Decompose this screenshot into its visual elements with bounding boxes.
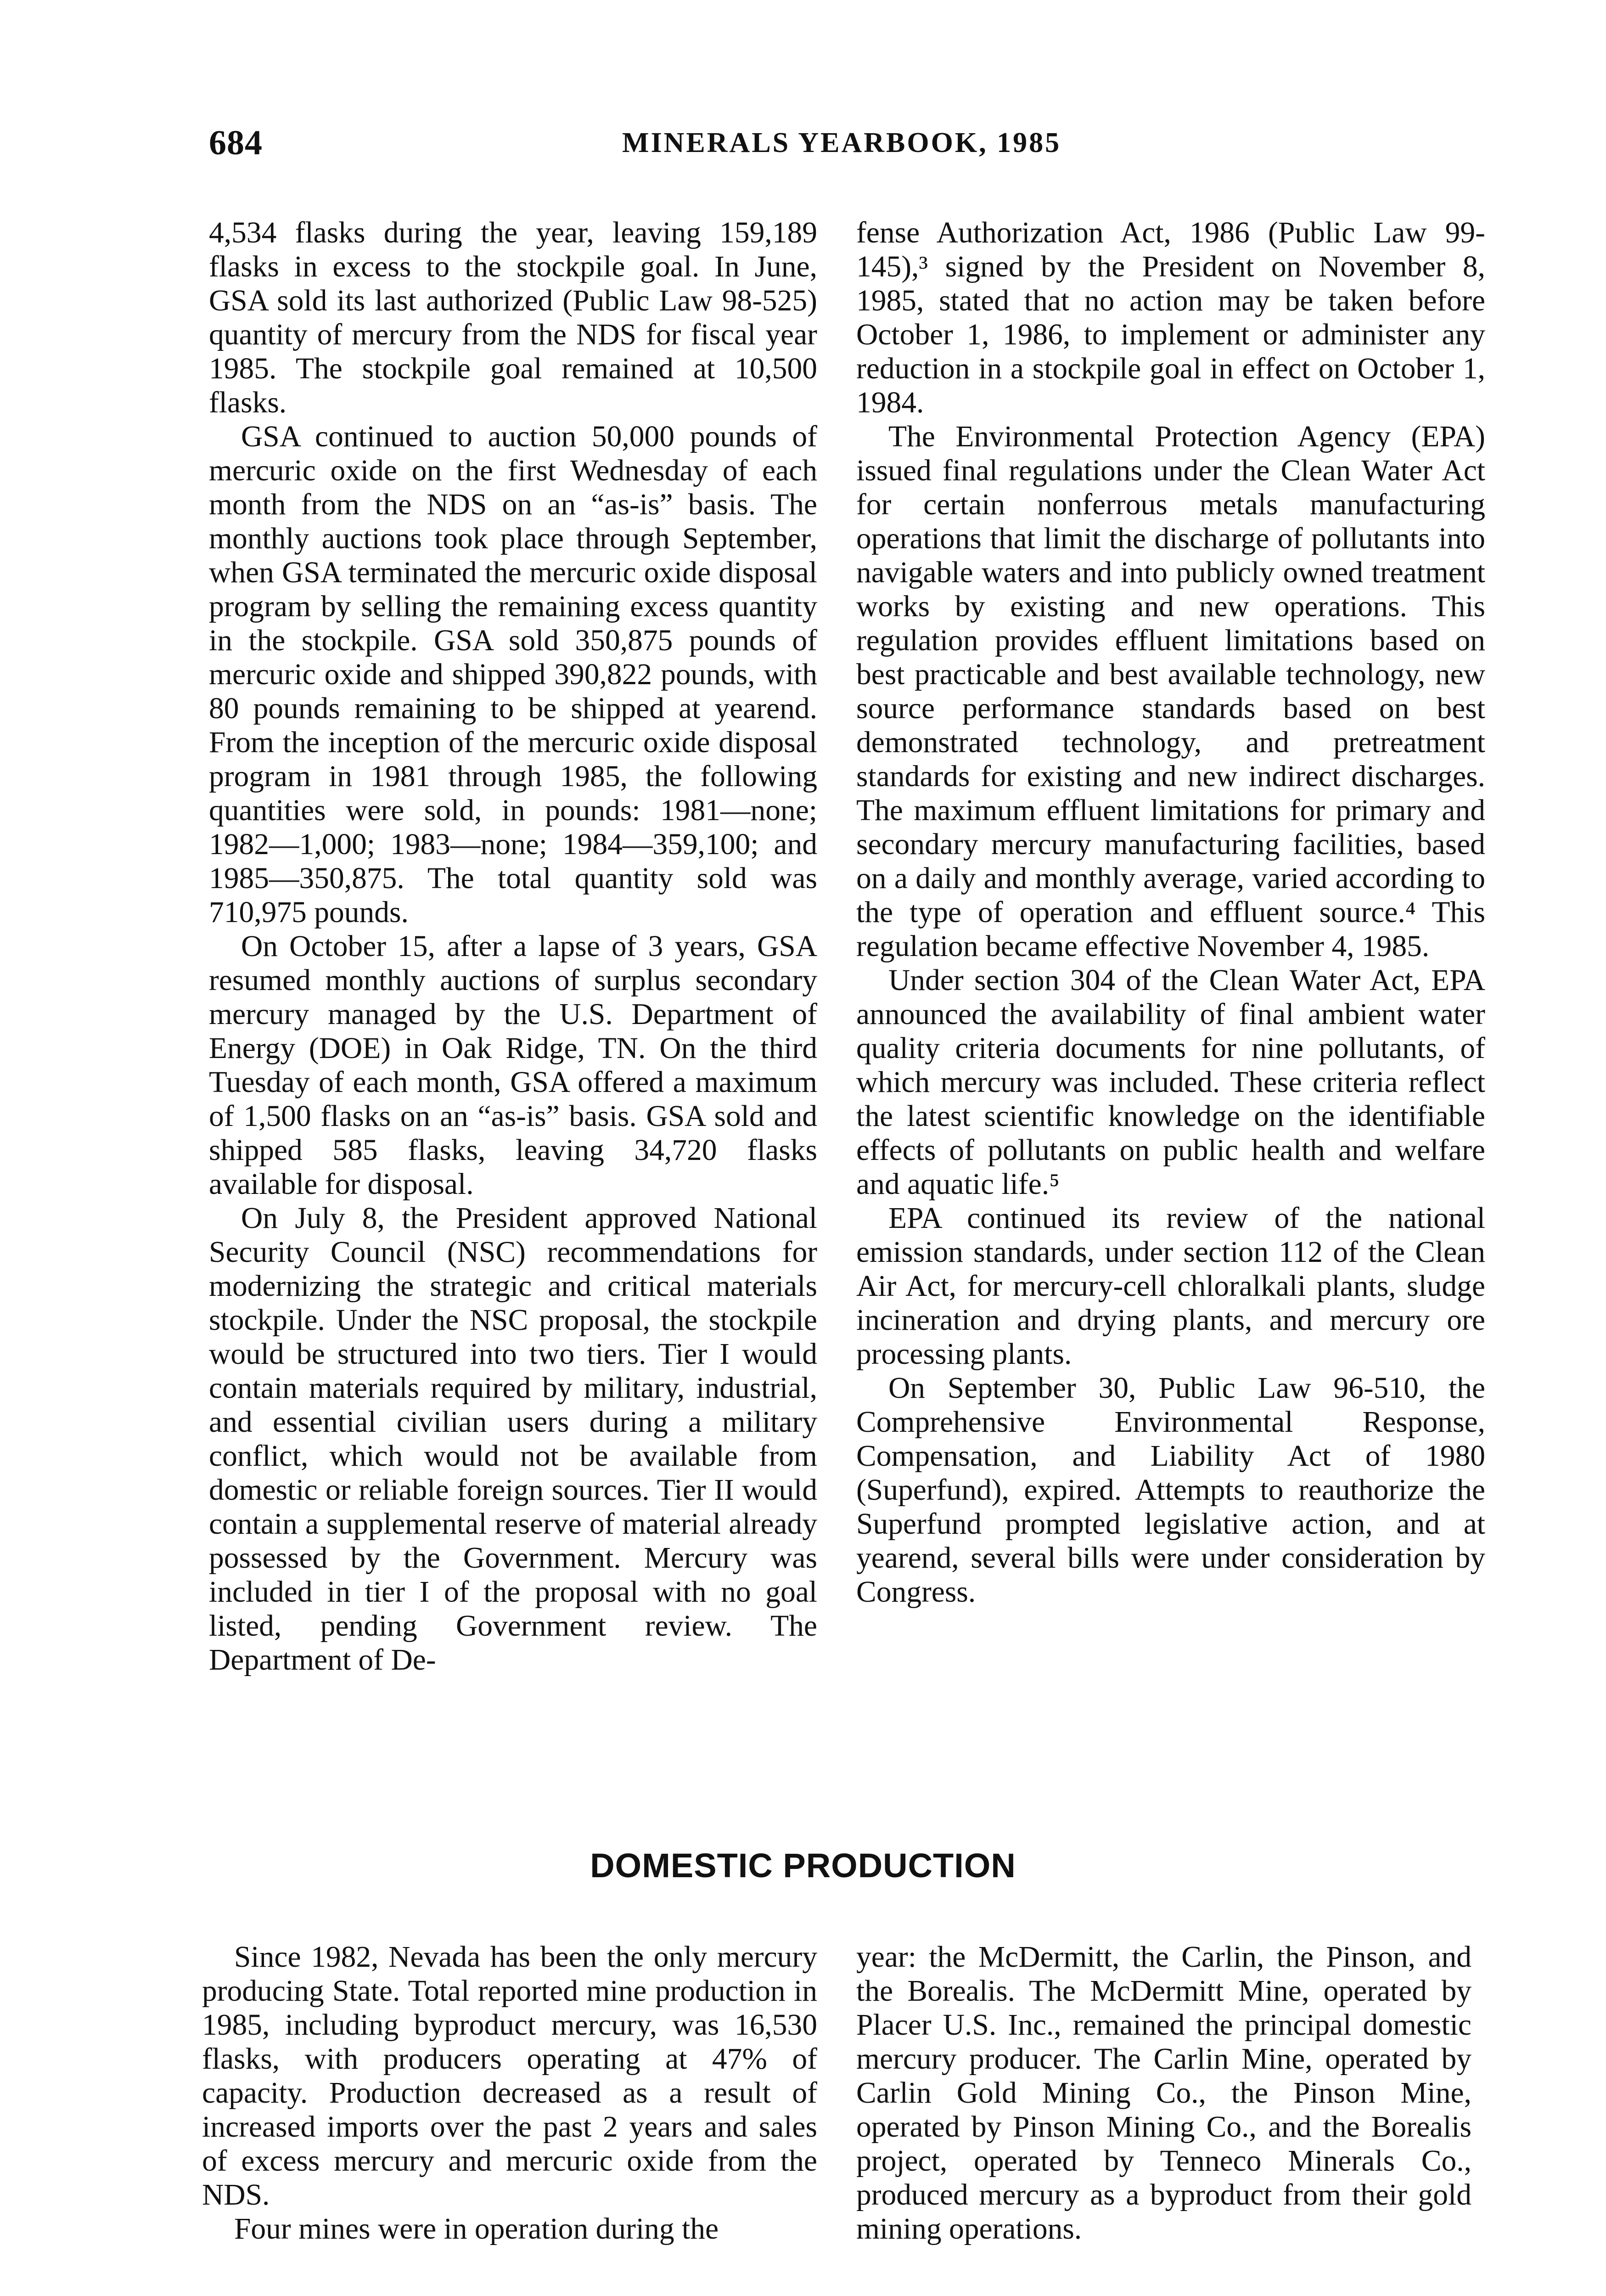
section-heading: DOMESTIC PRODUCTION [590, 1846, 1016, 1885]
page-number: 684 [209, 124, 263, 162]
running-title: MINERALS YEARBOOK, 1985 [622, 127, 1061, 158]
paragraph: Four mines were in operation during the [234, 2212, 719, 2245]
page-header [209, 123, 1536, 174]
paragraph: fense Authorization Act, 1986 (Public Law 99-145),³ signed by the President on November 8, 1985, stated that no action may be taken before October 1, 1986, to implement or administer any reduction in a stockpile goal in effect on October 1, 1984. [856, 216, 1485, 419]
column-bottom-left [202, 1940, 817, 2246]
paragraph: year: the McDermitt, the Carlin, the Pinson, and the Borealis. The McDermitt Mine, operated by Placer U.S. Inc., remained the principal domestic mercury producer. The Carlin Mine, operated by Carlin Gold Mining Co., the Pinson Mine, operated by Pinson Mining Co., and the Borealis project, operated by Tenneco Minerals Co., produced mercury as a byproduct from their gold mining operations. [856, 1941, 1471, 2245]
paragraph: On October 15, after a lapse of 3 years, GSA resumed monthly auctions of surplus secondary mercury managed by the U.S. Department of Energy (DOE) in Oak Ridge, TN. On the third Tuesday of each month, GSA offered a maximum of 1,500 flasks on an “as-is” basis. GSA sold and shipped 585 flasks, leaving 34,720 flasks available for disposal. [209, 930, 817, 1201]
paragraph: Under section 304 of the Clean Water Act, EPA announced the availability of final ambient water quality criteria documents for nine pollutants, of which mercury was included. These criteria reflect the latest scientific knowledge on the identifiable effects of pollutants on public health and welfare and aquatic life.⁵ [856, 964, 1485, 1201]
column-top-left [209, 216, 817, 1677]
paragraph: On July 8, the President approved National Security Council (NSC) recommendations for modernizing the strategic and critical materials stockpile. Under the NSC proposal, the stockpile would be structured into two tiers. Tier I would contain materials required by military, industrial, and essential civilian users during a military conflict, which would not be available from domestic or reliable foreign sources. Tier II would contain a supplemental reserve of material already possessed by the Government. Mercury was included in tier I of the proposal with no goal listed, pending Government review. The Department of De- [209, 1202, 817, 1677]
paragraph: The Environmental Protection Agency (EPA) issued final regulations under the Clean Water Act for certain nonferrous metals manufacturing operations that limit the discharge of pollutants into navigable waters and into publicly owned treatment works by existing and new operations. This regulation provides effluent limitations based on best practicable and best available technology, new source performance standards based on best demonstrated technology, and pretreatment standards for existing and new indirect discharges. The maximum effluent limitations for primary and secondary mercury manufacturing facilities, based on a daily and monthly average, varied according to the type of operation and effluent source.⁴ This regulation became effective November 4, 1985. [856, 420, 1485, 963]
paragraph: 4,534 flasks during the year, leaving 159,189 flasks in excess to the stockpile goal. In June, GSA sold its last authorized (Public Law 98-525) quantity of mercury from the NDS for fiscal year 1985. The stockpile goal remained at 10,500 flasks. [209, 216, 817, 419]
column-bottom-right [856, 1940, 1471, 2246]
paragraph: Since 1982, Nevada has been the only mercury producing State. Total reported mine production in 1985, including byproduct mercury, was 16,530 flasks, with producers operating at 47% of capacity. Production decreased as a result of increased imports over the past 2 years and sales of excess mercury and mercuric oxide from the NDS. [202, 1941, 817, 2212]
column-top-right [856, 216, 1485, 1609]
paragraph: On September 30, Public Law 96-510, the Comprehensive Environmental Response, Compensation, and Liability Act of 1980 (Superfund), expired. Attempts to reauthorize the Superfund prompted legislative action, and at yearend, several bills were under consideration by Congress. [856, 1372, 1485, 1609]
paragraph: EPA continued its review of the national emission standards, under section 112 of the Clean Air Act, for mercury-cell chloralkali plants, sludge incineration and drying plants, and mercury ore processing plants. [856, 1202, 1485, 1371]
paragraph: GSA continued to auction 50,000 pounds of mercuric oxide on the first Wednesday of each month from the NDS on an “as-is” basis. The monthly auctions took place through September, when GSA terminated the mercuric oxide disposal program by selling the remaining excess quantity in the stockpile. GSA sold 350,875 pounds of mercuric oxide and shipped 390,822 pounds, with 80 pounds remaining to be shipped at yearend. From the inception of the mercuric oxide disposal program in 1981 through 1985, the following quantities were sold, in pounds: 1981—none; 1982—1,000; 1983—none; 1984—359,100; and 1985—350,875. The total quantity sold was 710,975 pounds. [209, 420, 817, 929]
